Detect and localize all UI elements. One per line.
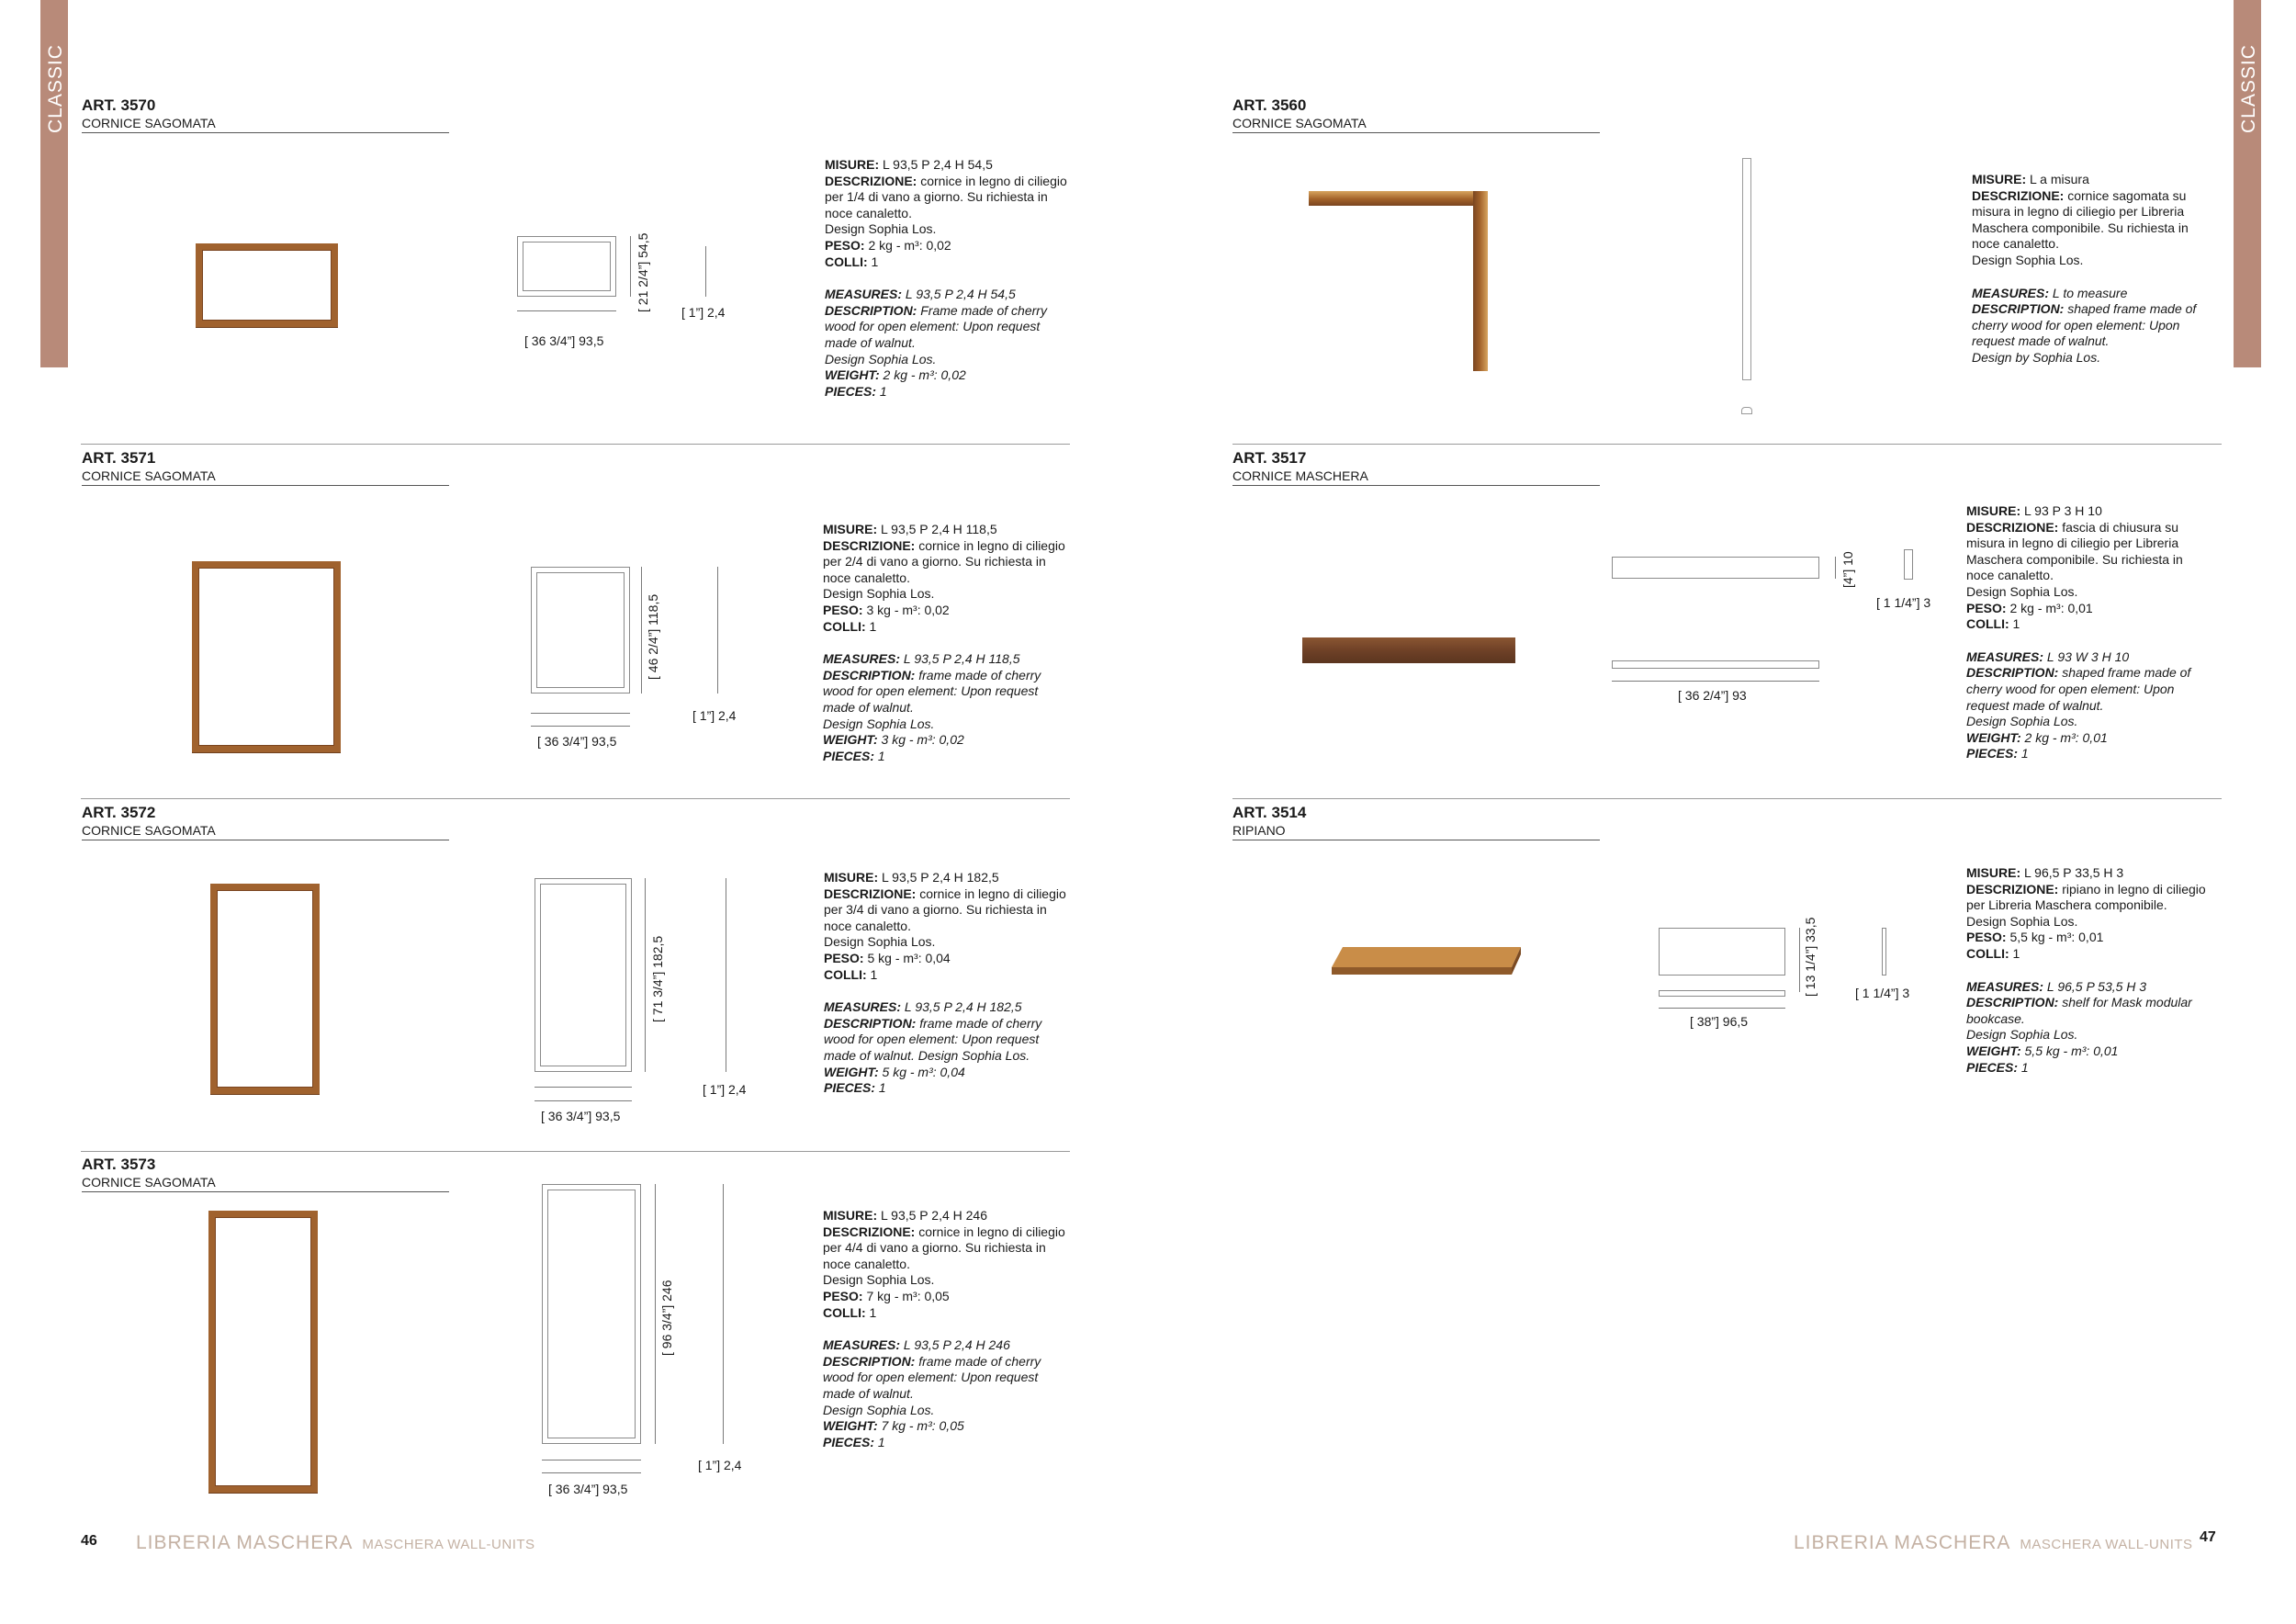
dimension-line <box>517 310 616 311</box>
product-description: MISURE: L 93 P 3 H 10 DESCRIZIONE: fascia di chiusura su misura in legno di ciliegio per Libreria Maschera componibile. Su richiesta in noce canaletto. Design Sophia Los. PESO: 2 kg - m³: 0,01 COLLI: 1 MEASURES: L 93 W 3 H 10 DESCRIPTION: shaped frame made of cherry wood for open element: Upon request made of walnut. Design Sophia Los. WEIGHT: 2 kg - m³: 0,01 PIECES: 1 <box>1966 503 2191 761</box>
product-photo <box>208 1211 318 1493</box>
dimension-height: [4”] 10 <box>1840 551 1855 588</box>
article-name: RIPIANO <box>1232 823 1286 838</box>
article-header <box>82 96 449 133</box>
article-code: ART. 3570 <box>82 96 156 114</box>
technical-drawing-side <box>1882 928 1886 976</box>
separator <box>1232 798 2222 799</box>
product-photo <box>196 243 338 327</box>
product-photo <box>1302 637 1515 663</box>
dimension-height: [ 13 1/4”] 33,5 <box>1803 917 1818 997</box>
side-tab-right <box>2234 0 2261 367</box>
separator <box>81 1151 1070 1152</box>
dimension-line <box>531 726 630 727</box>
dimension-line <box>641 567 642 694</box>
technical-drawing-front <box>1612 557 1819 579</box>
footer-title-left: LIBRERIA MASCHERA MASCHERA WALL-UNITS <box>136 1532 535 1553</box>
product-photo <box>192 561 341 752</box>
technical-drawing-front <box>531 567 630 694</box>
technical-drawing-side <box>723 1184 724 1444</box>
article-code: ART. 3517 <box>1232 449 1307 467</box>
product-description: MISURE: L 93,5 P 2,4 H 182,5 DESCRIZIONE: cornice in legno di ciliegio per 3/4 di vano a giorno. Su richiesta in noce canaletto. Design Sophia Los. PESO: 5 kg - m³: 0,04 COLLI: 1 MEASURES: L 93,5 P 2,4 H 182,5 DESCRIPTION: frame made of cherry wood for open element: Upon request made of walnut. Design Sophia Los. WEIGHT: 5 kg - m³: 0,04 PIECES: 1 <box>824 870 1066 1096</box>
article-header <box>82 1156 449 1192</box>
technical-drawing-front <box>542 1184 641 1444</box>
separator <box>81 444 1070 445</box>
dimension-width: [ 36 3/4”] 93,5 <box>537 734 617 749</box>
dimension-line <box>1659 1008 1785 1009</box>
side-tab-left <box>40 0 68 367</box>
dimension-line <box>535 1087 632 1088</box>
technical-drawing-side <box>1904 549 1913 580</box>
dimension-width: [ 36 3/4”] 93,5 <box>541 1109 621 1123</box>
dimension-height: [ 46 2/4”] 118,5 <box>646 593 660 680</box>
article-code: ART. 3514 <box>1232 804 1307 821</box>
dimension-height: [ 96 3/4”] 246 <box>659 1280 674 1356</box>
dimension-width: [ 36 2/4”] 93 <box>1678 688 1747 703</box>
product-description: MISURE: L 96,5 P 33,5 H 3 DESCRIZIONE: ripiano in legno di ciliegio per Libreria Maschera componibile. Design Sophia Los. PESO: 5,5 kg - m³: 0,01 COLLI: 1 MEASURES: L 96,5 P 53,5 H 3 DESCRIPTION: shelf for Mask modular bookcase. Design Sophia Los. WEIGHT: 5,5 kg - m³: 0,01 PIECES: 1 <box>1966 865 2206 1075</box>
technical-drawing-top <box>1659 928 1785 976</box>
technical-drawing-side <box>705 246 706 297</box>
dimension-line <box>1612 681 1819 682</box>
dimension-depth: [ 1 1/4”] 3 <box>1876 595 1931 610</box>
product-description: MISURE: L 93,5 P 2,4 H 54,5 DESCRIZIONE: cornice in legno di ciliegio per 1/4 di vano a giorno. Su richiesta in noce canaletto. Design Sophia Los. PESO: 2 kg - m³: 0,02 COLLI: 1 MEASURES: L 93,5 P 2,4 H 54,5 DESCRIPTION: Frame made of cherry wood for open element: Upon request made of walnut. Design Sophia Los. WEIGHT: 2 kg - m³: 0,02 PIECES: 1 <box>825 157 1067 399</box>
dimension-height: [ 71 3/4”] 182,5 <box>650 935 665 1022</box>
dimension-line <box>1835 557 1836 579</box>
technical-drawing-profile <box>1741 407 1752 414</box>
dimension-width: [ 36 3/4”] 93,5 <box>548 1482 628 1496</box>
product-description: MISURE: L 93,5 P 2,4 H 118,5 DESCRIZIONE: cornice in legno di ciliegio per 2/4 di vano a giorno. Su richiesta in noce canaletto. Design Sophia Los. PESO: 3 kg - m³: 0,02 COLLI: 1 MEASURES: L 93,5 P 2,4 H 118,5 DESCRIPTION: frame made of cherry wood for open element: Upon request made of walnut. Design Sophia Los. WEIGHT: 3 kg - m³: 0,02 PIECES: 1 <box>823 522 1065 763</box>
product-description: MISURE: L a misura DESCRIZIONE: cornice sagomata su misura in legno di ciliegio per Libreria Maschera componibile. Su richiesta in noce canaletto. Design Sophia Los. MEASURES: L to measure DESCRIPTION: shaped frame made of cherry wood for open element: Upon request made of walnut. Design by Sophia Los. <box>1972 172 2197 365</box>
article-name: CORNICE SAGOMATA <box>82 468 216 483</box>
technical-drawing-top <box>1612 660 1819 669</box>
technical-drawing-front <box>1659 990 1785 997</box>
dimension-depth: [ 1”] 2,4 <box>681 305 726 320</box>
page-number-left: 46 <box>81 1533 97 1549</box>
article-header <box>1232 449 1600 486</box>
dimension-line <box>1799 928 1800 992</box>
side-tab-label: CLASSIC <box>45 44 66 133</box>
dimension-depth: [ 1”] 2,4 <box>692 708 737 723</box>
dimension-line <box>542 1472 641 1473</box>
dimension-line <box>655 1184 656 1444</box>
technical-drawing-front <box>535 878 632 1072</box>
article-header <box>82 804 449 840</box>
technical-drawing-front <box>517 236 616 297</box>
article-code: ART. 3560 <box>1232 96 1307 114</box>
article-code: ART. 3573 <box>82 1156 156 1173</box>
article-name: CORNICE SAGOMATA <box>82 823 216 838</box>
article-name: CORNICE SAGOMATA <box>82 1175 216 1190</box>
dimension-depth: [ 1”] 2,4 <box>703 1082 747 1097</box>
article-code: ART. 3572 <box>82 804 156 821</box>
article-header <box>1232 96 1600 133</box>
dimension-line <box>630 236 631 297</box>
article-header <box>1232 804 1600 840</box>
product-photo <box>210 884 320 1094</box>
separator <box>81 798 1070 799</box>
article-name: CORNICE SAGOMATA <box>82 116 216 130</box>
product-description: MISURE: L 93,5 P 2,4 H 246 DESCRIZIONE: cornice in legno di ciliegio per 4/4 di vano a giorno. Su richiesta in noce canaletto. Design Sophia Los. PESO: 7 kg - m³: 0,05 COLLI: 1 MEASURES: L 93,5 P 2,4 H 246 DESCRIPTION: frame made of cherry wood for open element: Upon request made of walnut. Design Sophia Los. WEIGHT: 7 kg - m³: 0,05 PIECES: 1 <box>823 1208 1065 1449</box>
dimension-width: [ 38”] 96,5 <box>1690 1014 1749 1029</box>
article-header <box>82 449 449 486</box>
article-name: CORNICE SAGOMATA <box>1232 116 1367 130</box>
page-number-right: 47 <box>2200 1529 2216 1545</box>
technical-drawing-side <box>717 567 718 694</box>
separator <box>1232 444 2222 445</box>
dimension-height: [ 21 2/4”] 54,5 <box>636 232 650 312</box>
technical-drawing-side <box>1742 158 1751 380</box>
dimension-width: [ 36 3/4”] 93,5 <box>524 333 604 348</box>
product-photo <box>1332 945 1521 976</box>
side-tab-label: CLASSIC <box>2238 44 2259 133</box>
dimension-line <box>531 713 630 714</box>
article-code: ART. 3571 <box>82 449 156 467</box>
dimension-depth: [ 1”] 2,4 <box>698 1458 742 1472</box>
dimension-line <box>535 1100 632 1101</box>
dimension-line <box>645 878 646 1072</box>
product-photo <box>1309 191 1488 371</box>
footer-title-right: LIBRERIA MASCHERA MASCHERA WALL-UNITS <box>1794 1532 2193 1553</box>
dimension-depth: [ 1 1/4”] 3 <box>1855 986 1910 1000</box>
article-name: CORNICE MASCHERA <box>1232 468 1368 483</box>
